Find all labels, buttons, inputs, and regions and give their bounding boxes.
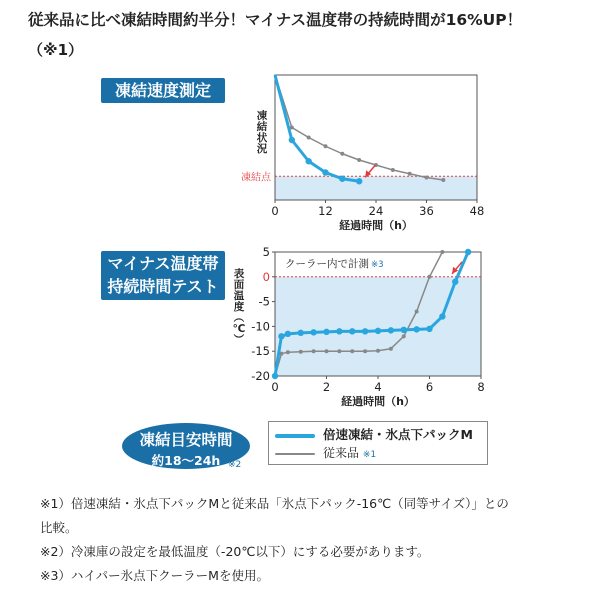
series-point-conventional	[441, 178, 445, 182]
series-point-conventional	[340, 152, 344, 156]
c0-x-tick-label: 48	[469, 204, 485, 218]
badge-line1: 凍結目安時間	[139, 431, 233, 449]
series-point-main	[452, 279, 458, 285]
chart1-label: 凍結速度測定	[101, 78, 225, 103]
c0-y-axis-label-char: 状	[256, 132, 268, 144]
series-point-main	[272, 373, 278, 379]
series-point-conventional	[402, 334, 406, 338]
footnote-1b: 比較。	[40, 520, 78, 535]
series-point-conventional	[286, 350, 290, 354]
footnote-3: ※3）ハイパー氷点下クーラーMを使用。	[40, 568, 269, 583]
c1-y-tick-label: -5	[258, 294, 270, 309]
series-point-main	[305, 158, 311, 164]
c1-x-tick-label: 0	[271, 380, 279, 394]
series-point-main	[289, 137, 295, 143]
series-point-conventional	[391, 168, 395, 172]
badge-note-mark: ※2	[228, 460, 242, 470]
c1-y-tick-label: -10	[251, 319, 270, 334]
c1-x-tick-label: 2	[322, 380, 331, 394]
c0-y-axis-label-char: 凍	[256, 110, 268, 122]
series-point-conventional	[415, 310, 419, 314]
c1-y-axis-label-char: ）	[232, 333, 244, 345]
series-point-main	[278, 333, 284, 339]
series-point-main	[465, 249, 471, 255]
series-point-conventional	[408, 172, 412, 176]
c1-x-tick-label: 4	[374, 380, 382, 394]
series-line-main	[275, 75, 359, 181]
legend-series2-mark: ※1	[362, 450, 377, 460]
series-point-main	[401, 327, 407, 333]
series-point-main	[439, 313, 445, 319]
footnote-1: ※1）倍速凍結・氷点下パックMと従来品「氷点下パック-16℃（同等サイズ）」との	[40, 496, 509, 511]
c1-x-tick-label: 6	[425, 380, 434, 394]
c1-y-axis-label-char: 温	[233, 290, 245, 302]
c1-y-tick-label: -15	[251, 344, 270, 359]
series-point-conventional	[425, 176, 429, 180]
legend-label-series1: 倍速凍結・氷点下パックM	[323, 427, 473, 442]
series-point-conventional	[337, 349, 341, 353]
series-point-conventional	[325, 349, 329, 353]
series-point-conventional	[299, 350, 303, 354]
series-point-main	[339, 176, 345, 182]
series-point-conventional	[307, 136, 311, 140]
c0-x-tick-label: 36	[419, 204, 434, 218]
c0-below-threshold-area	[275, 176, 477, 200]
series-point-main	[375, 328, 381, 334]
series-point-main	[356, 178, 362, 184]
chart2-label-line1: マイナス温度帯	[107, 254, 219, 273]
series-point-main	[322, 169, 328, 175]
series-point-main	[323, 329, 329, 335]
series-point-main	[298, 330, 304, 336]
c0-x-tick-label: 24	[368, 204, 384, 218]
legend-swatch-series2	[275, 453, 315, 455]
series-point-conventional	[363, 349, 367, 353]
series-point-main	[426, 326, 432, 332]
series-point-conventional	[440, 250, 444, 254]
series-line-conventional	[275, 75, 443, 180]
c0-x-tick-label: 12	[318, 204, 333, 218]
c0-x-tick-label: 0	[271, 204, 279, 218]
c1-y-axis-label-char: ℃	[232, 323, 246, 335]
c1-y-tick-label: 0	[262, 269, 270, 284]
series-point-main	[413, 326, 419, 332]
c0-y-axis-label-char: 結	[256, 121, 268, 133]
c0-threshold-label: 凍結点	[241, 172, 271, 184]
series-point-main	[310, 329, 316, 335]
series-point-main	[349, 328, 355, 334]
c1-annotation-mark: ※3	[371, 260, 384, 270]
series-point-conventional	[357, 158, 361, 162]
series-point-conventional	[376, 349, 380, 353]
legend	[268, 421, 488, 465]
c1-y-axis-label-char: 表	[233, 268, 245, 280]
c0-y-axis-label-char: 況	[256, 143, 268, 155]
c1-y-axis-label-char: 面	[233, 279, 245, 291]
c1-x-tick-label: 8	[477, 380, 485, 394]
series-point-conventional	[350, 349, 354, 353]
headline-line2: （※1）	[28, 41, 84, 59]
c1-y-axis-label-char: 度	[233, 301, 245, 313]
footnotes	[40, 492, 580, 588]
series-point-main	[362, 328, 368, 334]
c1-y-axis-label-char: （	[232, 311, 244, 323]
c0-x-axis-label: 経過時間（h）	[339, 219, 413, 232]
chart2-label-line2: 持続時間テスト	[107, 277, 219, 296]
legend-label-series2	[323, 444, 376, 461]
badge-line2: 約18〜24h	[151, 453, 221, 468]
legend-swatch-series1	[275, 434, 315, 438]
footnote-2: ※2）冷凍庫の設定を最低温度（-20℃以下）にする必要があります。	[40, 544, 430, 559]
series-point-conventional	[428, 275, 432, 279]
series-point-conventional	[389, 347, 393, 351]
c1-annotation: クーラー内で計測	[285, 258, 369, 270]
headline-line1: 従来品に比べ凍結時間約半分！マイナス温度帯の持続時間が16%UP！	[28, 11, 523, 29]
c1-y-tick-label: -20	[251, 369, 270, 383]
c1-x-axis-label: 経過時間（h）	[341, 395, 415, 408]
c1-y-tick-label: 5	[262, 245, 270, 259]
series-point-conventional	[312, 349, 316, 353]
series-point-main	[388, 327, 394, 333]
series-point-main	[336, 328, 342, 334]
series-point-conventional	[324, 144, 328, 148]
legend-series2-text: 従来品	[323, 446, 360, 460]
series-point-main	[285, 331, 291, 337]
